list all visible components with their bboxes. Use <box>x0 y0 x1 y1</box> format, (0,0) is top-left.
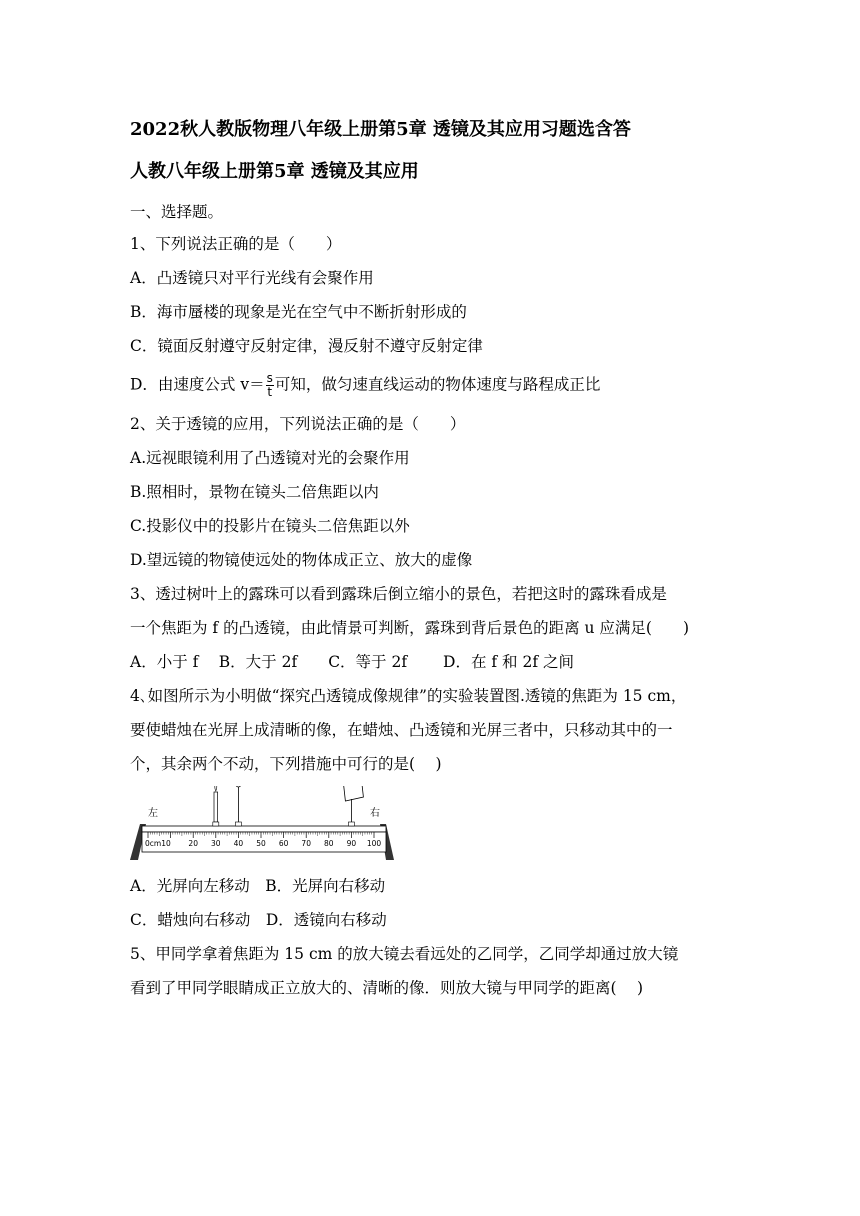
right-side-label: 右 <box>370 808 380 819</box>
section-heading: 一、选择题。 <box>130 203 224 221</box>
q4-line-3: 个，其余两个不动，下列措施中可行的是( ) <box>130 755 442 773</box>
q4-options-cd: C．蜡烛向右移动 D．透镜向右移动 <box>130 911 387 929</box>
q4-line-1: 4､如图所示为小明做“探究凸透镜成像规律”的实验装置图.透镜的焦距为 15 cm， <box>130 687 687 705</box>
q1-option-d <box>130 372 600 399</box>
q4-options-ab: A．光屏向左移动 B．光屏向右移动 <box>130 877 386 895</box>
screen-holder <box>348 822 354 826</box>
q2-option-c: C.投影仪中的投影片在镜头二倍焦距以外 <box>130 517 410 535</box>
left-side-label: 左 <box>148 808 158 819</box>
scale-label: 80 <box>324 839 334 848</box>
q1-stem: 1、下列说法正确的是（ ） <box>130 235 342 253</box>
fraction-denominator: t <box>267 385 273 399</box>
velocity-fraction <box>266 372 274 399</box>
candle <box>213 786 219 826</box>
q1-option-b: B．海市蜃楼的现象是光在空气中不断折射形成的 <box>130 303 467 321</box>
q3-line-2: 一个焦距为 f 的凸透镜，由此情景可判断，露珠到背后景色的距离 u 应满足( ) <box>130 619 690 637</box>
q5-line-1: 5、甲同学拿着焦距为 15 cm 的放大镜去看远处的乙同学，乙同学却通过放大镜 <box>130 945 679 963</box>
scale-label: 90 <box>346 839 357 848</box>
candle-flame <box>215 786 217 791</box>
candle-body <box>214 792 218 822</box>
scale-label: 40 <box>233 839 244 848</box>
candle-holder <box>213 822 219 826</box>
scale-label: 100 <box>366 839 382 848</box>
document-subtitle: 人教八年级上册第5章 透镜及其应用 <box>130 161 419 182</box>
scale-label: 70 <box>301 839 311 848</box>
q1-option-d-prefix: D．由速度公式 v＝ <box>130 375 265 394</box>
q1-option-a: A．凸透镜只对平行光线有会聚作用 <box>130 269 374 287</box>
q1-option-d-suffix: 可知，做匀速直线运动的物体速度与路程成正比 <box>274 375 601 394</box>
scale-label: 0cm10 <box>145 839 171 848</box>
q4-line-2: 要使蜡烛在光屏上成清晰的像，在蜡烛、凸透镜和光屏三者中，只移动其中的一 <box>130 721 673 739</box>
scale-label: 60 <box>278 839 289 848</box>
optical-bench-figure <box>128 786 400 862</box>
scale-label: 20 <box>188 839 198 848</box>
q1-option-c: C．镜面反射遵守反射定律，漫反射不遵守反射定律 <box>130 337 483 355</box>
q3-options: A．小于 f B．大于 2f C．等于 2f D．在 f 和 2f 之间 <box>130 653 574 671</box>
convex-lens <box>233 786 243 826</box>
q5-line-2: 看到了甲同学眼睛成正立放大的、清晰的像．则放大镜与甲同学的距离( ) <box>130 979 644 997</box>
q2-option-b: B.照相时，景物在镜头二倍焦距以内 <box>130 483 379 501</box>
lens-glass <box>233 786 243 787</box>
light-screen <box>343 786 363 826</box>
scale-label: 50 <box>256 839 266 848</box>
q2-option-a: A.远视眼镜利用了凸透镜对光的会聚作用 <box>130 449 410 467</box>
q2-option-d: D.望远镜的物镜使远处的物体成正立、放大的虚像 <box>130 551 473 569</box>
q2-stem: 2、关于透镜的应用，下列说法正确的是（ ） <box>130 415 466 433</box>
lens-holder <box>235 822 241 826</box>
document-title: 2022秋人教版物理八年级上册第5章 透镜及其应用习题选含答 <box>130 119 631 140</box>
fraction-numerator: s <box>266 371 273 385</box>
q3-line-1: 3、透过树叶上的露珠可以看到露珠后倒立缩小的景色，若把这时的露珠看成是 <box>130 585 667 603</box>
scale-label: 30 <box>211 839 221 848</box>
screen-panel <box>343 786 363 801</box>
bench-rail-top <box>142 826 386 832</box>
